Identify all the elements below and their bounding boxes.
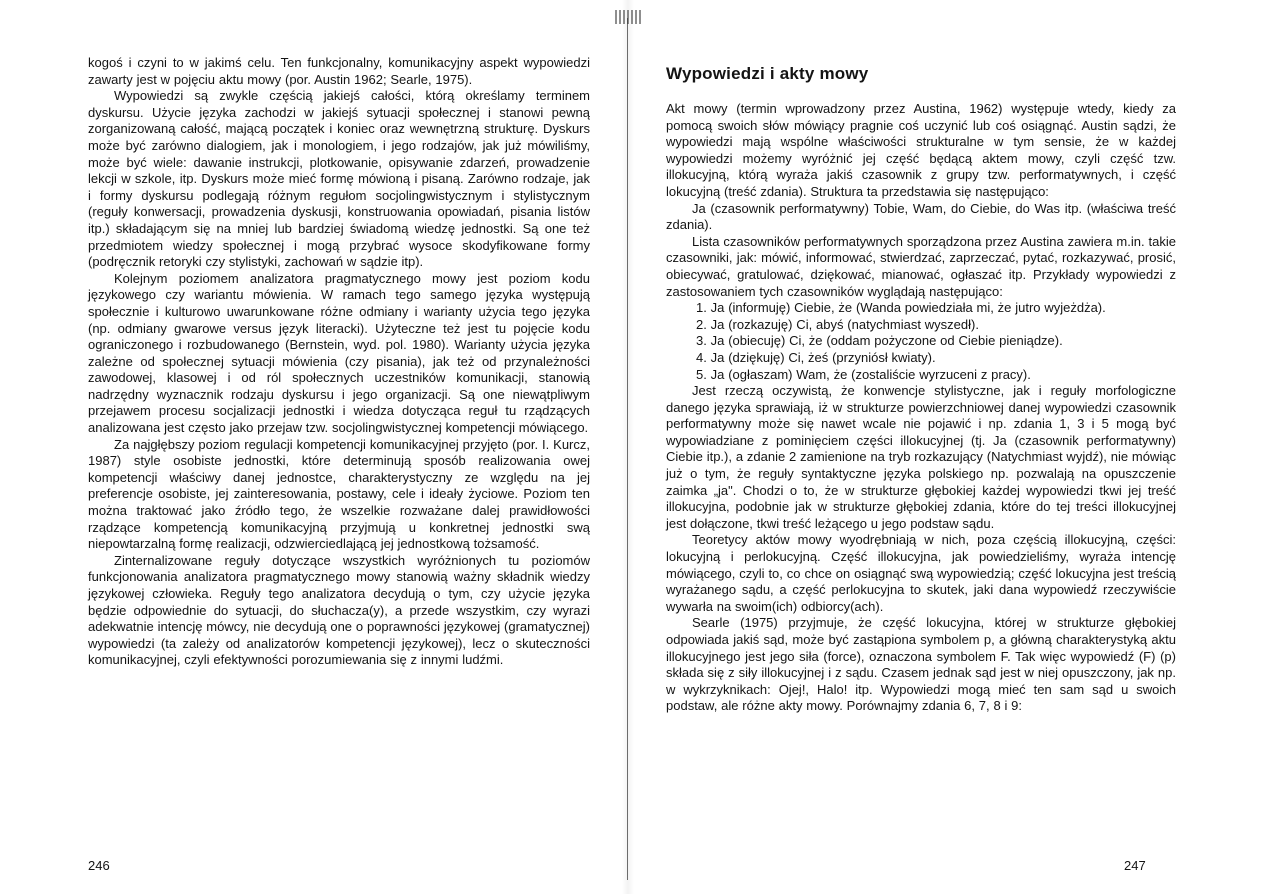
paragraph: Wypowiedzi są zwykle częścią jakiejś całości, którą określamy terminem dyskursu. Użycie języka zachodzi w jakiejś sytuacji społecznej i stanowi pewną zorganizowaną całość, mającą początek i koniec oraz wewnętrzną strukturę. Dyskurs może być zarówno dialogiem, jak i monologiem, i jego rodzajów, jak już mówiliśmy, może być wiele: dawanie instrukcji, plotkowanie, opisywanie zdarzeń, prowadzenie lekcji w szkole, itp. Dyskurs może mieć formę mówioną i pisaną. Zarówno rodzaje, jak i formy dyskursu podlegają różnym regułom socjolingwistycznym i stylistycznym (reguły konwersacji, prowadzenia dyskusji, konstruowania opowiadań, pisania listów itp.) składającym się na mniej lub bardziej świadomą wiedzę jednostki. Są one też przedmiotem wiedzy społecznej i mogą przybrać wysoce skodyfikowane formy (podręcznik retoryki czy stylistyki, zachowań w sądzie itp). — [88, 88, 590, 270]
paragraph: Lista czasowników performatywnych sporządzona przez Austina zawiera m.in. takie czasowniki, jak: mówić, informować, stwierdzać, zaprzeczać, pytać, rozkazywać, prosić, obiecywać, gratulować, dziękować, mianować, ogłaszać itp. Przykłady wypowiedzi z zastosowaniem tych czasowników wyglądają następująco: — [666, 233, 1176, 299]
page-number: 247 — [1124, 858, 1146, 873]
paragraph: Za najgłębszy poziom regulacji kompetencji komunikacyjnej przyjęto (por. I. Kurcz, 1987) style osobiste jednostki, które determinują sposób realizowania owej kompetencji właściwy danej jednostce, charakterystyczny ze względu na jej preferencje osobiste, jej zainteresowania, postawy, cele i ideały życiowe. Poziom ten można traktować jako źródło tego, że wszelkie rozważane dalej prawidłowości rządzące kompetencją komunikacyjną przyjmują u konkretnej jednostki swą niepowtarzalną formę realizacji, odzwierciedlającą jej jednostkową tożsamość. — [88, 436, 590, 552]
right-page — [632, 0, 1262, 894]
paragraph: Akt mowy (termin wprowadzony przez Austina, 1962) występuje wtedy, kiedy za pomocą swoich słów mówiący pragnie coś uczynić lub coś osiągnąć. Austin sądzi, że wypowiedzi mają wspólne właściwości strukturalne w tym sensie, że w każdej wypowiedzi możemy wyróżnić jej część będącą aktem mowy, czyli część tzw. illokucyjną, którą wyraża jakiś czasownik z grupy tzw. performatywnych, i część lokucyjną (treść zdania). Struktura ta przedstawia się następująco: — [666, 101, 1176, 199]
paragraph: Zinternalizowane reguły dotyczące wszystkich wyróżnionych tu poziomów funkcjonowania analizatora pragmatycznego mowy stanowią ważny składnik wiedzy językowej człowieka. Reguły tego analizatora decydują o tym, czy użycie języka będzie odpowiednie do sytuacji, do słuchacza(y), a przede wszystkim, czy wyrazi adekwatnie intencję mówcy, nie decydują one o poprawności językowej (gramatycznej) wypowiedzi (ta zależy od analizatorów kompetencji językowej), lecz o skuteczności komunikacyjnej, czyli efektywności porozumiewania się z innymi ludźmi. — [88, 552, 590, 668]
list-item: 2. Ja (rozkazuję) Ci, abyś (natychmiast wyszedł). — [696, 316, 979, 332]
left-page — [0, 0, 624, 894]
right-page-body — [666, 101, 1176, 715]
paragraph: Teoretycy aktów mowy wyodrębniają w nich, poza częścią illokucyjną, części: lokucyjną i perlokucyjną. Część illokucyjna, jak powiedzieliśmy, wyraża intencję mówiącego, czyli to, co chce on osiągnąć swą wypowiedzią; część lokucyjna jest treścią wyrażanego sądu, a część perlokucyjna to skutek, jaki dana wypowiedź rzeczywiście wywarła na swoim(ich) odbiorcy(ach). — [666, 532, 1176, 614]
paragraph: Jest rzeczą oczywistą, że konwencje stylistyczne, jak i reguły morfologiczne danego języka sprawiają, iż w strukturze powierzchniowej danej wypowiedzi czasownik performatywny może się nawet wcale nie pojawić i np. zdania 1, 3 i 5 mogą być wypowiadziane z pominięciem części illokucyjnej (tj. Ja (czasownik performatywny) Ciebie itp.), a zdanie 2 zamienione na tryb rozkazujący (Natychmiast wyjdź), nie mówiąc już o tym, że reguły syntaktyczne języka polskiego np. pozwalają na opuszczenie zaimka „ja". Chodzi o to, że w strukturze głębokiej każdej wypowiedzi tkwi jej treść illokucyjna, podobnie jak w strukturze głębokiej zdania, które do tej treści illokucyjnej jest dołączone, tkwi treść leżącego u jego podstaw sądu. — [666, 383, 1176, 531]
book-gutter-line — [627, 18, 628, 880]
paragraph: Searle (1975) przyjmuje, że część lokucyjna, której w strukturze głębokiej odpowiada jakiś sąd, może być zastąpiona symbolem p, a główną charakterystyką aktu illokucyjnego jest jego siła (force), oznaczona symbolem F. Tak więc wypowiedź (F) (p) składa się z siły illokucyjnej i z sądu. Czasem jednak sąd jest w niej opuszczony, jak np. w wykrzyknikach: Ojej!, Halo! itp. Wypowiedzi mogą mieć ten sam sąd u swoich podstaw, ale różne akty mowy. Porównajmy zdania 6, 7, 8 i 9: — [666, 615, 1176, 714]
list-item: 4. Ja (dziękuję) Ci, żeś (przyniósł kwiaty). — [696, 349, 936, 365]
left-page-body — [88, 55, 590, 669]
list-item: 1. Ja (informuję) Ciebie, że (Wanda powiedziała mi, że jutro wyjeżdża). — [696, 300, 1106, 316]
paragraph: Kolejnym poziomem analizatora pragmatycznego mowy jest poziom kodu językowego czy wariantu mówienia. W ramach tego samego języka występują społecznie i kulturowo uwarunkowane różne odmiany i warianty użycia tego języka (np. odmiany gwarowe versus język literacki). Użyteczne też jest tu pojęcie kodu ograniczonego i rozbudowanego (Bernstein, wyd. pol. 1980). Warianty użycia języka zależne od społecznej sytuacji mówienia (czy pisania), jak też od przynależności zawodowej, klasowej i od ról społecznych uczestników komunikacji, stanowią nadrzędny wyznacznik rodzaju dyskursu i jego organizacji. Są one niewątpliwym przejawem procesu socjalizacji jednostki i wiedza dotycząca reguł tu rządzących analizowana jest często jako przejaw tzw. socjolingwistycznej kompetencji mówiącego. — [88, 270, 590, 436]
list-item: 3. Ja (obiecuję) Ci, że (oddam pożyczone od Ciebie pieniądze). — [696, 333, 1063, 349]
example-list — [666, 300, 1176, 383]
section-heading: Wypowiedzi i akty mowy — [666, 64, 869, 83]
page-number: 246 — [88, 858, 110, 873]
paragraph: kogoś i czyni to w jakimś celu. Ten funkcjonalny, komunikacyjny aspekt wypowiedzi zawarty jest w pojęciu aktu mowy (por. Austin 1962; Searle, 1975). — [88, 55, 590, 87]
paragraph: Ja (czasownik performatywny) Tobie, Wam, do Ciebie, do Was itp. (właściwa treść zdania). — [666, 200, 1176, 233]
list-item: 5. Ja (ogłaszam) Wam, że (zostaliście wyrzuceni z pracy). — [696, 366, 1031, 382]
